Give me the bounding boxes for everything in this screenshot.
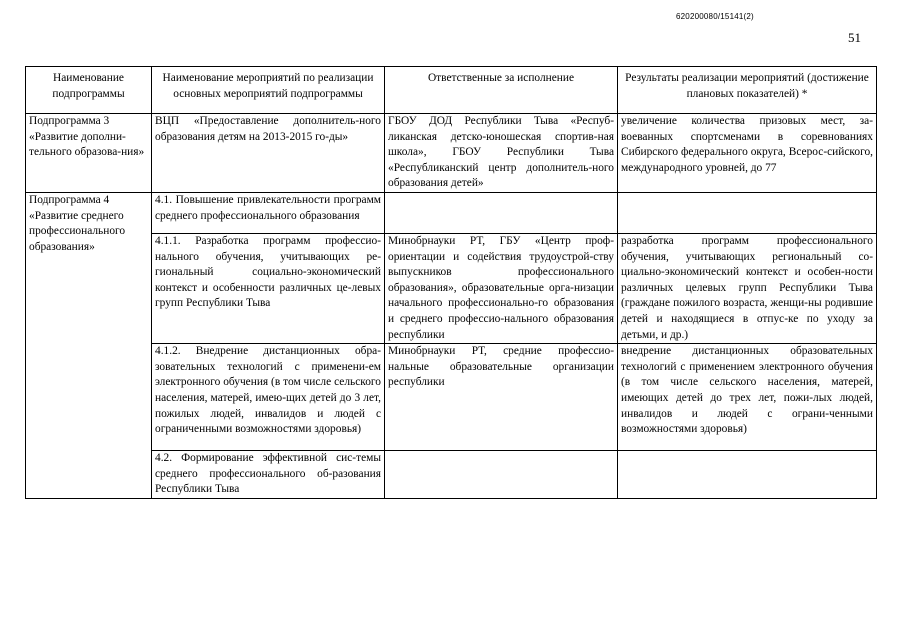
responsible-cell: ГБОУ ДОД Республики Тыва «Респуб-ликанская детско-юношеская спортив-ная школа», ГБОУ Республики Тыва «Республиканский центр дополнитель-ного образования детей» (385, 114, 618, 193)
header-responsible: Ответственные за исполнение (385, 67, 618, 114)
activity-cell: 4.2. Формирование эффективной сис-темы среднего профессионального об-разования Республики Тыва (152, 451, 385, 499)
activity-cell: 4.1. Повышение привлекательности программ среднего профессионального образования (152, 192, 385, 233)
results-cell: внедрение дистанционных образовательных технологий с применением электронного обучения (в том числе сельского населения, матерей, имеющих детей до трех лет, пожи-лых людей, инвалидов и людей с ограни-ченными возможностями здоровья) (618, 344, 877, 451)
results-cell (618, 451, 877, 499)
document-code: 620200080/15141(2) (676, 12, 754, 21)
results-cell: разработка программ профессионального обучения, учитывающих региональный со-циально-экономический контекст и особен-ности различных целевых групп Республики Тыва (граждане пожилого возраста, женщи-ны родившие детей и находящиеся в отпус-ке по уходу за детьми, и др.) (618, 233, 877, 343)
responsible-cell (385, 192, 618, 233)
table-row (26, 344, 877, 451)
activity-cell: 4.1.2. Внедрение дистанционных обра-зовательных технологий с применени-ем электронного обучения (в том числе сельского населения, матерей, имею-щих детей до 3 лет, пожилых людей, инвалидов и людей с ограниченными возможностями здоровья) (152, 344, 385, 451)
table-row (26, 192, 877, 233)
subprogram-cell: Подпрограмма 4 «Развитие среднего профессионального образования» (26, 192, 152, 498)
header-subprogram: Наименование подпрограммы (26, 67, 152, 114)
activity-cell: 4.1.1. Разработка программ профессио-нального обучения, учитывающих ре-гиональный социально-экономический контекст и особенности различных це-левых групп Республики Тыва (152, 233, 385, 343)
results-cell (618, 192, 877, 233)
results-cell: увеличение количества призовых мест, за-воеванных спортсменами в соревнованиях Сибирского федерального округа, Всерос-сийского, международного уровней, до 77 (618, 114, 877, 193)
header-activity: Наименование мероприятий по реализации основных мероприятий подпрограммы (152, 67, 385, 114)
table-row (26, 451, 877, 499)
header-results: Результаты реализации мероприятий (достижение плановых показателей) * (618, 67, 877, 114)
page-number: 51 (848, 30, 861, 45)
table-row (26, 233, 877, 343)
table-row (26, 114, 877, 193)
table-header-row (26, 67, 877, 114)
activities-table (25, 66, 877, 499)
subprogram-cell: Подпрограмма 3 «Развитие дополни-тельного образова-ния» (26, 114, 152, 193)
responsible-cell (385, 451, 618, 499)
activity-cell: ВЦП «Предоставление дополнитель-ного образования детям на 2013-2015 го-ды» (152, 114, 385, 193)
responsible-cell: Минобрнауки РТ, средние профессио-нальные образовательные организации республики (385, 344, 618, 451)
responsible-cell: Минобрнауки РТ, ГБУ «Центр проф-ориентации и содействия трудоустрой-ству выпускников профессионального образования», образовательные орга-низации начального профессионально-го образования и среднего профессио-нального образования республики (385, 233, 618, 343)
